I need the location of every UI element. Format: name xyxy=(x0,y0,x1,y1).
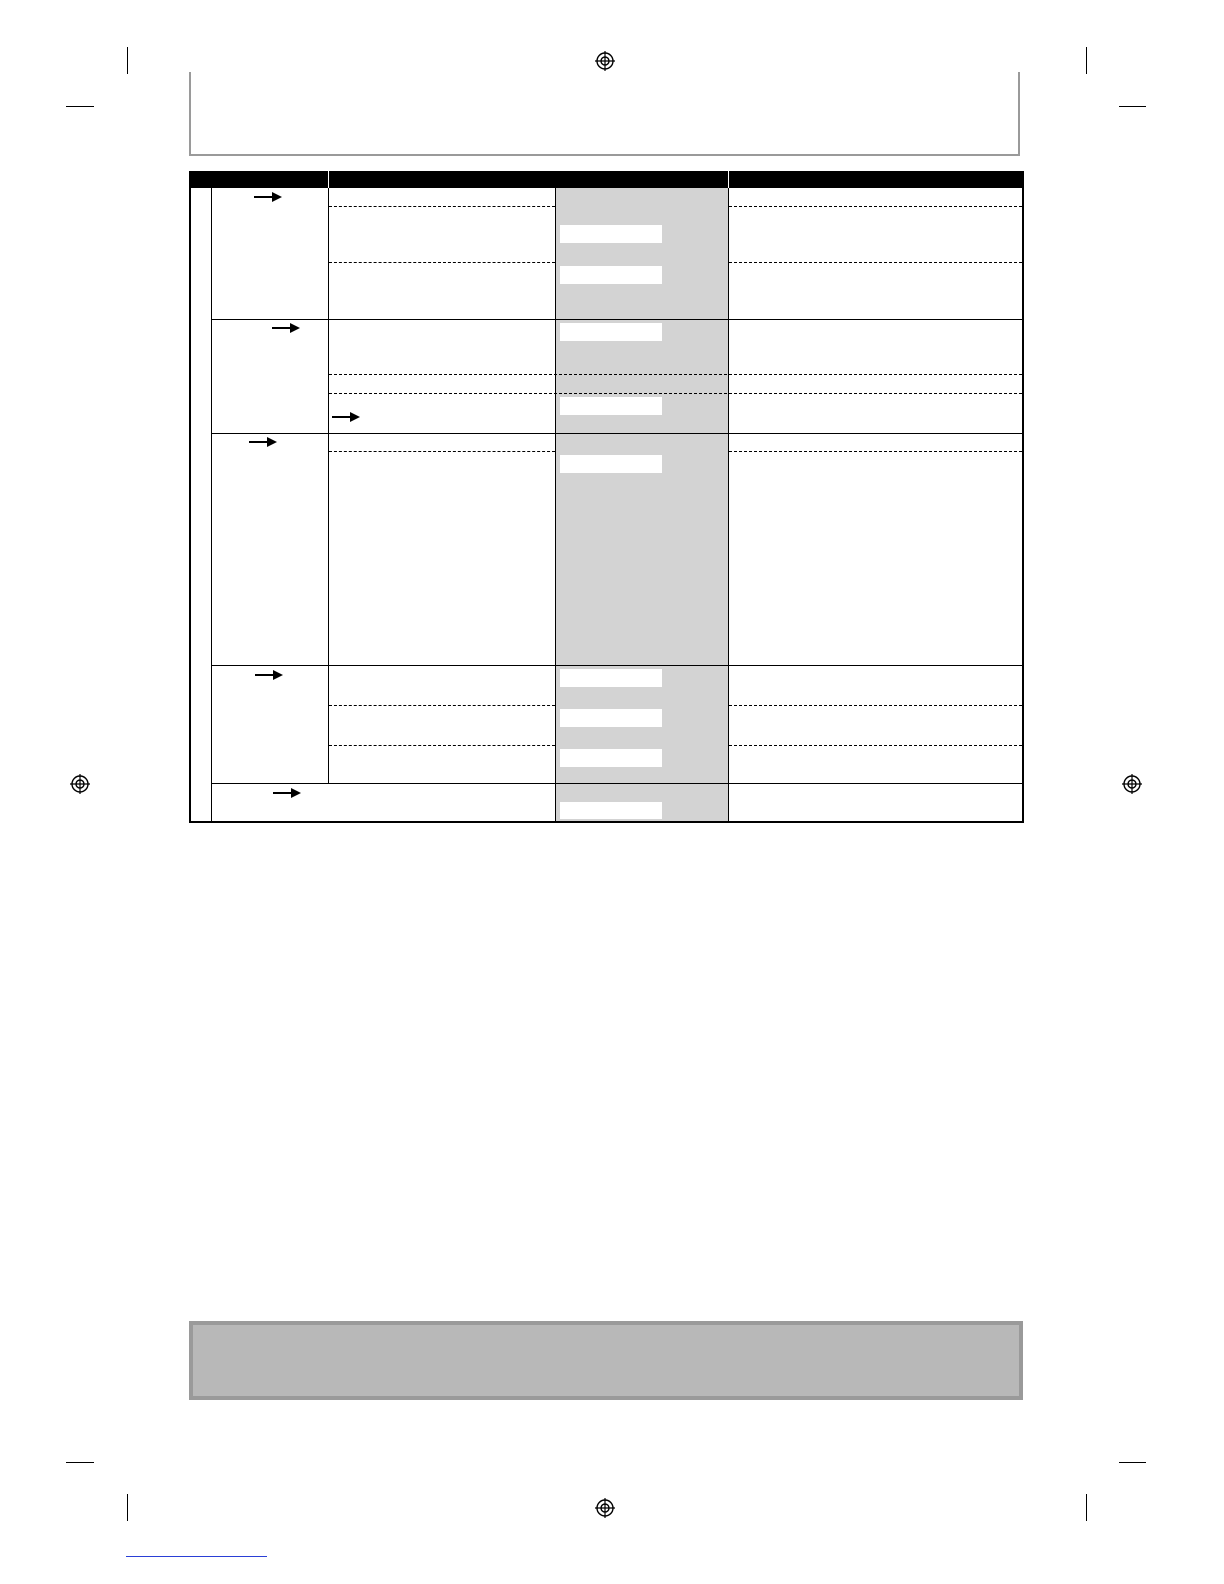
value-field xyxy=(560,802,662,819)
value-field xyxy=(560,749,662,767)
column-divider xyxy=(328,188,329,783)
row-divider xyxy=(329,374,1022,375)
row-divider xyxy=(729,451,1022,452)
row-divider xyxy=(329,206,555,207)
crop-mark-icon xyxy=(66,106,94,107)
right-arrow-icon xyxy=(273,787,301,799)
value-field xyxy=(560,669,662,687)
row-divider xyxy=(729,262,1022,263)
right-arrow-icon xyxy=(249,436,277,448)
header-divider xyxy=(728,171,729,188)
row-divider xyxy=(329,262,555,263)
column-divider xyxy=(211,188,212,821)
crop-mark-icon xyxy=(1086,1494,1087,1521)
value-field xyxy=(560,225,662,243)
row-divider xyxy=(729,206,1022,207)
crosshair-circle-icon xyxy=(595,1498,615,1518)
row-divider xyxy=(729,745,1022,746)
row-divider xyxy=(329,705,555,706)
right-arrow-icon xyxy=(255,669,283,681)
header-divider xyxy=(328,171,329,188)
value-field xyxy=(560,709,662,727)
crop-mark-icon xyxy=(127,1494,128,1521)
right-arrow-icon xyxy=(254,191,282,203)
group-divider xyxy=(211,433,1022,434)
footer-link-underline xyxy=(126,1556,267,1557)
column-divider xyxy=(728,188,729,821)
value-field xyxy=(560,323,662,341)
crosshair-circle-icon xyxy=(70,774,90,794)
crop-mark-icon xyxy=(127,47,128,74)
row-divider xyxy=(329,451,555,452)
crosshair-circle-icon xyxy=(595,51,615,71)
row-divider xyxy=(729,705,1022,706)
group-divider xyxy=(211,665,1022,666)
crop-mark-icon xyxy=(1119,106,1146,107)
column-divider xyxy=(555,188,556,821)
value-field xyxy=(560,397,662,415)
group-divider xyxy=(211,783,1022,784)
settings-table xyxy=(189,171,1024,823)
group-divider xyxy=(211,319,1022,320)
crop-mark-icon xyxy=(66,1462,94,1463)
right-arrow-icon xyxy=(332,411,360,423)
value-field xyxy=(560,455,662,473)
right-arrow-icon xyxy=(272,322,300,334)
note-box xyxy=(189,1321,1023,1400)
table-header-row xyxy=(191,171,1022,188)
row-divider xyxy=(329,393,1022,394)
value-field xyxy=(560,266,662,284)
row-divider xyxy=(329,745,555,746)
crosshair-circle-icon xyxy=(1122,774,1142,794)
crop-mark-icon xyxy=(1086,47,1087,74)
crop-mark-icon xyxy=(1119,1462,1146,1463)
page-header-frame xyxy=(189,72,1020,156)
